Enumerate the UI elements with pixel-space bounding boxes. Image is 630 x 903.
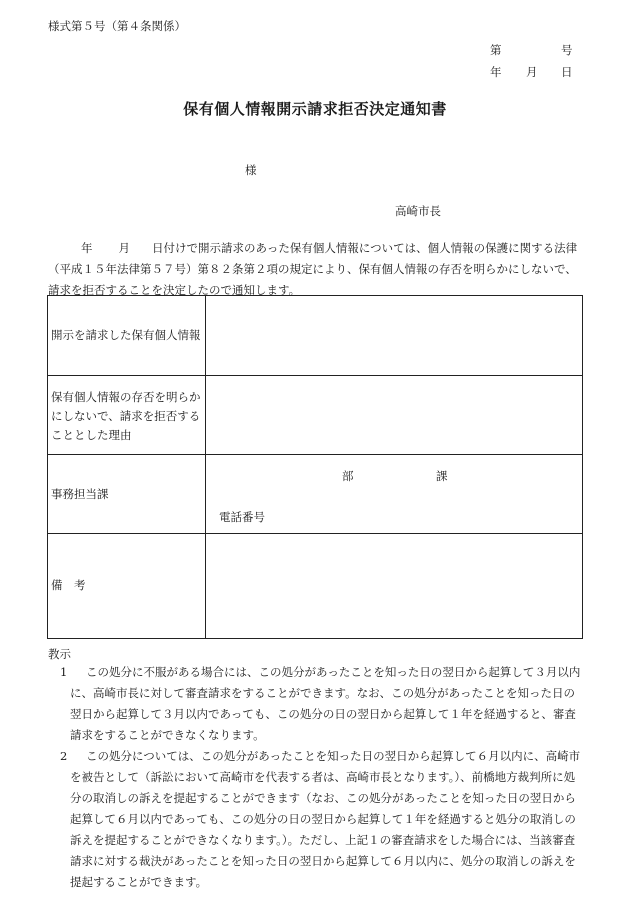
notice-body-line-2: （平成１５年法律第５７号）第８２条第２項の規定により、保有個人情報の存否を明らかにしないで、 <box>48 262 577 276</box>
row-label-remarks: 備 考 <box>51 578 86 592</box>
instruction-1-line-3: 翌日から起算して３月以内であっても、この処分の日の翌日から起算して１年を経過すると、審査 <box>70 707 576 721</box>
instruction-2-line-7: 提起することができます。 <box>70 875 208 889</box>
decision-details-table <box>47 295 583 639</box>
instruction-number-1: 1 <box>60 665 68 679</box>
body-month-label: 月 <box>118 241 130 255</box>
instruction-2-line-1: この処分については、この処分があったことを知った日の翌日から起算して６月以内に、高崎市 <box>86 749 581 763</box>
table-row-remarks <box>48 533 582 638</box>
reference-number-suffix: 号 <box>561 43 573 57</box>
notice-body <box>48 238 588 301</box>
addressee-suffix: 様 <box>245 163 257 177</box>
phone-number-label: 電話番号 <box>219 510 265 524</box>
instruction-2-line-4: 起算して６月以内であっても、この処分の日の翌日から起算して１年を経過すると処分の取消しの <box>70 812 576 826</box>
document-title: 保有個人情報開示請求拒否決定通知書 <box>183 100 447 118</box>
instruction-1-line-2: に、高崎市長に対して審査請求をすることができます。なお、この処分があったことを知った日の <box>70 686 575 700</box>
reference-number-prefix: 第 <box>490 43 502 57</box>
instruction-2-line-6: 請求に対する裁決があったことを知った日の翌日から起算して６月以内に、処分の取消しの訴えを <box>70 854 576 868</box>
row-label-refusal-reason-3: こととした理由 <box>51 428 132 442</box>
instruction-number-2: 2 <box>60 749 68 763</box>
row-label-requested-info: 開示を請求した保有個人情報 <box>51 328 201 342</box>
table-row-requested-info <box>48 296 582 375</box>
date-day-label: 日 <box>561 65 573 79</box>
form-number: 様式第５号（第４条関係） <box>48 19 186 33</box>
date-month-label: 月 <box>526 65 538 79</box>
row-label-refusal-reason-1: 保有個人情報の存否を明らか <box>51 390 201 404</box>
instruction-2-line-2: を被告として（訴訟において高崎市を代表する者は、高崎市長となります。）、前橋地方裁判所に処 <box>70 770 576 784</box>
notice-body-line-1 <box>48 238 588 259</box>
date-year-label: 年 <box>490 65 502 79</box>
instruction-1-line-4: 請求をすることができなくなります。 <box>70 728 265 742</box>
body-line-1-text: 日付けで開示請求のあった保有個人情報については、個人情報の保護に関する法律 <box>152 241 578 255</box>
instruction-item-2 <box>48 746 588 893</box>
table-row-department <box>48 454 582 533</box>
body-year-label: 年 <box>81 241 93 255</box>
table-row-refusal-reason <box>48 375 582 454</box>
instruction-2-line-5: 訴えを提起することができなくなります。）。ただし、上記１の審査請求をした場合には、当該審査 <box>70 833 576 847</box>
instruction-1-line-1: この処分に不服がある場合には、この処分があったことを知った日の翌日から起算して３月以内 <box>86 665 581 679</box>
instructions-heading: 教示 <box>48 647 71 661</box>
row-label-department: 事務担当課 <box>51 487 109 501</box>
instruction-item-1 <box>48 662 588 746</box>
department-ka-label: 課 <box>436 469 448 483</box>
instruction-2-line-3: 分の取消しの訴えを提起することができます（なお、この処分があったことを知った日の翌日から <box>70 791 576 805</box>
notice-body-line-3: 請求を拒否することを決定したので通知します。 <box>48 283 301 297</box>
row-label-refusal-reason-2: にしないで、請求を拒否する <box>51 409 201 423</box>
sender-name: 高崎市長 <box>395 204 441 218</box>
instructions-list <box>48 662 588 893</box>
department-bu-label: 部 <box>342 469 354 483</box>
